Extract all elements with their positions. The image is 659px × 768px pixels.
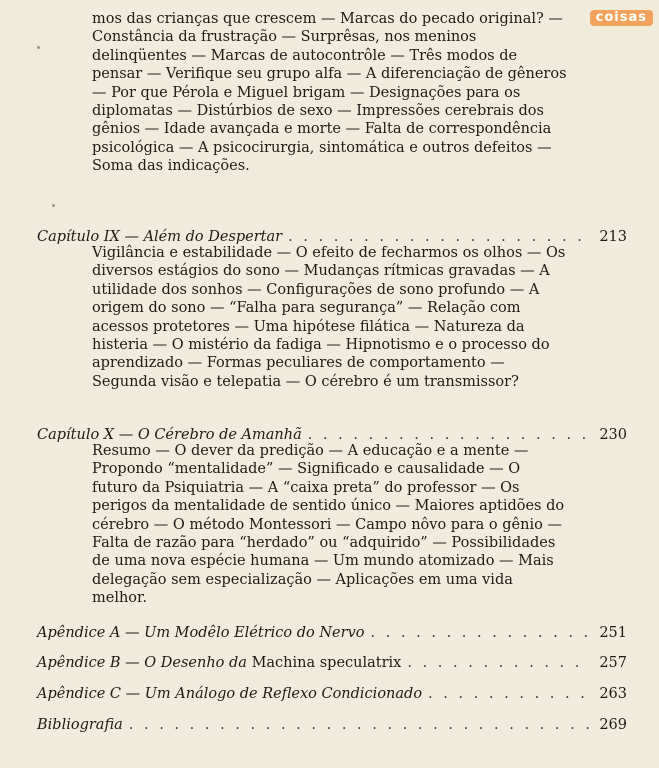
toc-page-number: 269 — [599, 717, 627, 733]
dot-leader — [129, 716, 589, 734]
toc-entry-title: Apêndice C — Um Análogo de Reflexo Condicionado — [37, 686, 423, 702]
toc-entry-title-italic: Apêndice B — O Desenho da — [37, 655, 247, 671]
dot-leader — [428, 685, 589, 703]
toc-entry-appendix-b[interactable] — [37, 654, 627, 672]
paper-speck — [52, 204, 55, 207]
toc-page-number: 263 — [599, 686, 627, 702]
toc-page-number: 257 — [599, 655, 627, 671]
dot-leader — [371, 624, 590, 642]
toc-entry-title: Bibliografia — [37, 717, 123, 733]
chapter-x-summary: Resumo — O dever da predição — A educação e a mente — Propondo “mentalidade” — Significado e causalidade — O futuro da Psiquiatria — A “caixa preta” do professor — Os perigos da mentalidade de sentido único — Maiores aptidões do cérebro — O método Montessori — Campo nôvo para o gênio — Falta de razão para “herdado” ou “adquirido” — Possibilidades de uma nova espécie humana — Um mundo atomizado — Mais delegação sem especialização — Aplicações em uma vida melhor. — [92, 443, 565, 607]
chapter-ix-summary: Vigilância e estabilidade — O efeito de fecharmos os olhos — Os diversos estágios do sono — Mudanças rítmicas gravadas — A utilidade dos sonhos — Configurações de sono profundo — A origem do sono — “Falha para segurança” — Relação com acessos protetores — Uma hipótese filática — Natureza da histeria — O mistério da fadiga — Hipnotismo e o processo do aprendizado — Formas peculiares de comportamento — Segunda visão e telepatia — O cérebro é um transmissor? — [92, 245, 566, 390]
watermark-logo: coisas — [590, 10, 653, 26]
toc-entry-appendix-c[interactable] — [37, 685, 627, 703]
dot-leader — [407, 654, 589, 672]
toc-entry-appendix-a[interactable] — [37, 624, 627, 642]
toc-page-number: 251 — [599, 625, 627, 641]
toc-entry-title: Capítulo X — O Cérebro de Amanhã — [37, 427, 302, 443]
toc-entry-bibliography[interactable] — [37, 716, 627, 734]
chapter-viii-summary: mos das crianças que crescem — Marcas do pecado original? — Constância da frustração — Surprêsas, nos meninos delinqüentes — Marcas de autocontrôle — Três modos de pensar — Verifique seu grupo alfa — A diferenciação de gêneros — Por que Pérola e Miguel brigam — Designações para os diplomatas — Distúrbios de sexo — Impressões cerebrais dos gênios — Idade avançada e morte — Falta de correspondência psicológica — A psicocirurgia, sintomática e outros defeitos — Soma das indicações. — [92, 11, 567, 175]
toc-entry-title: Capítulo IX — Além do Despertar — [37, 229, 283, 245]
paper-speck — [37, 46, 40, 49]
toc-entry-title — [37, 654, 401, 672]
toc-page-number: 230 — [599, 427, 627, 443]
toc-entry-title: Apêndice A — Um Modêlo Elétrico do Nervo — [37, 625, 365, 641]
toc-entry-title-roman: Machina speculatrix — [251, 655, 402, 671]
toc-page-number: 213 — [599, 229, 627, 245]
